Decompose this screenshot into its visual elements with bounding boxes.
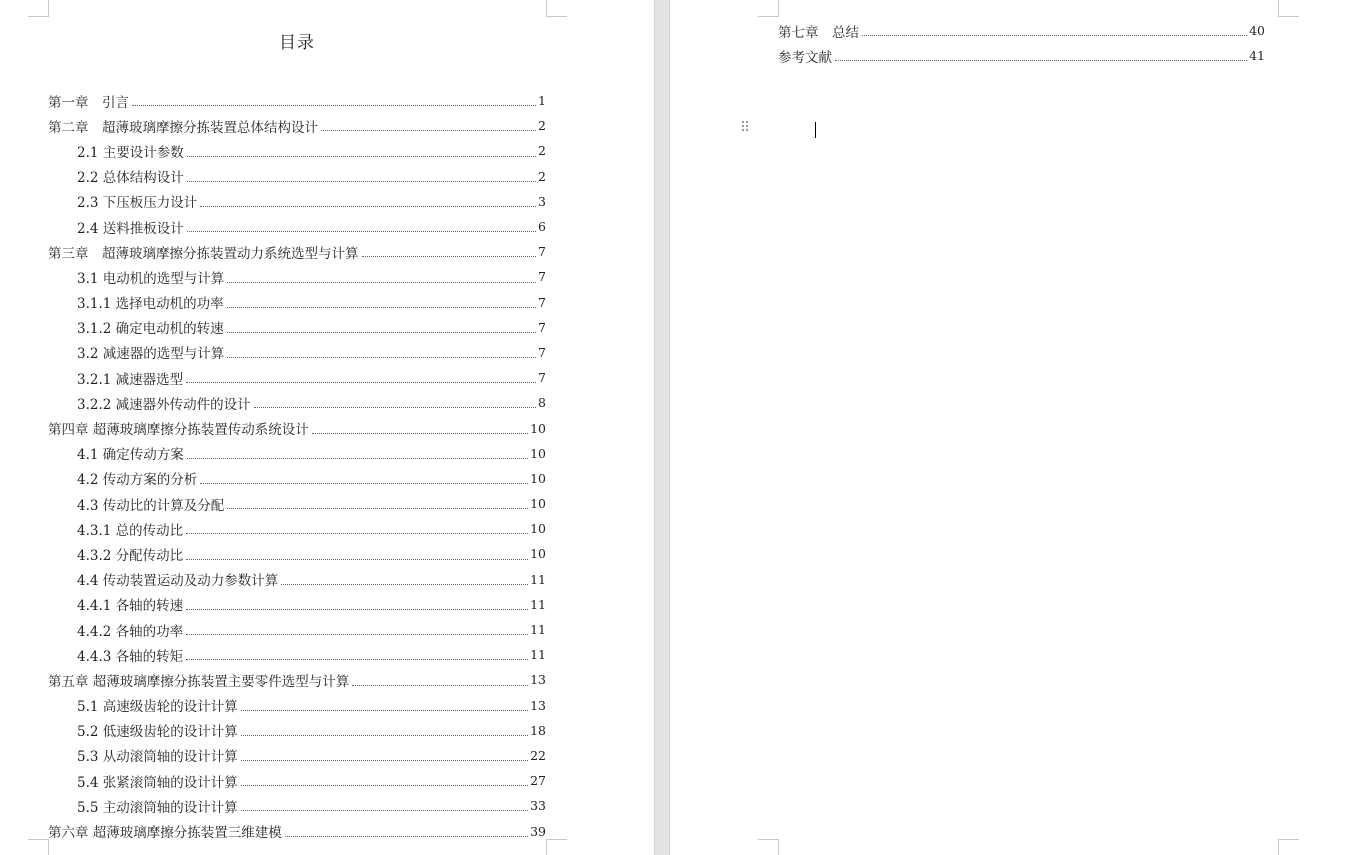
toc-entry-page: 1	[538, 93, 546, 109]
toc-entry[interactable]	[48, 113, 546, 138]
toc-entry[interactable]	[48, 743, 546, 768]
toc-leader-dots	[186, 382, 536, 383]
toc-leader-dots	[285, 836, 528, 837]
toc-entry[interactable]	[48, 541, 546, 566]
toc-entry-page: 10	[530, 445, 546, 461]
toc-leader-dots	[241, 735, 528, 736]
toc-leader-dots	[186, 609, 528, 610]
toc-leader-dots	[132, 105, 536, 106]
drag-handle-icon[interactable]: ⠿	[740, 120, 751, 136]
toc-list	[48, 88, 546, 844]
toc-entry[interactable]	[48, 239, 546, 264]
toc-entry[interactable]	[48, 264, 546, 289]
toc-entry-label: 5.5 主动滚筒轴的设计计算	[77, 799, 238, 816]
toc-entry-page: 11	[530, 571, 546, 587]
toc-entry-label: 4.4.3 各轴的转矩	[77, 648, 184, 665]
toc-entry[interactable]	[48, 441, 546, 466]
toc-leader-dots	[186, 659, 528, 660]
toc-entry-label: 4.3 传动比的计算及分配	[77, 497, 225, 514]
toc-entry[interactable]	[48, 567, 546, 592]
toc-entry-page: 10	[530, 420, 546, 436]
toc-entry-page: 7	[538, 269, 546, 285]
toc-entry-page: 8	[538, 395, 546, 411]
toc-entry[interactable]	[48, 88, 546, 113]
toc-entry-page: 10	[530, 546, 546, 562]
toc-leader-dots	[254, 407, 536, 408]
toc-entry-label: 4.3.1 总的传动比	[77, 522, 184, 539]
toc-leader-dots	[227, 307, 536, 308]
toc-leader-dots	[835, 60, 1247, 61]
toc-leader-dots	[187, 231, 536, 232]
toc-entry[interactable]	[48, 315, 546, 340]
toc-entry-label: 第一章 引言	[48, 94, 129, 111]
page-corner-mark	[546, 0, 567, 17]
toc-entry-label: 2.3 下压板压力设计	[77, 195, 198, 212]
toc-entry-page: 7	[538, 319, 546, 335]
toc-entry-label: 3.1 电动机的选型与计算	[77, 270, 225, 287]
toc-entry-label: 5.4 张紧滚筒轴的设计计算	[77, 774, 238, 791]
toc-entry[interactable]	[48, 491, 546, 516]
page-corner-mark	[28, 0, 49, 17]
toc-entry-page: 7	[538, 370, 546, 386]
toc-leader-dots	[227, 508, 528, 509]
toc-entry-label: 4.3.2 分配传动比	[77, 547, 184, 564]
toc-entry-page: 13	[530, 672, 546, 688]
toc-leader-dots	[227, 332, 536, 333]
toc-leader-dots	[227, 282, 536, 283]
page-corner-mark	[758, 839, 779, 855]
toc-entry-label: 第二章 超薄玻璃摩擦分拣装置总体结构设计	[48, 119, 318, 136]
toc-entry-label: 3.2 减速器的选型与计算	[77, 346, 225, 363]
toc-leader-dots	[321, 130, 536, 131]
toc-entry[interactable]	[48, 818, 546, 843]
toc-leader-dots	[241, 810, 528, 811]
toc-entry[interactable]	[778, 18, 1265, 43]
toc-leader-dots	[187, 458, 528, 459]
toc-entry-page: 10	[530, 470, 546, 486]
page-corner-mark	[1278, 839, 1299, 855]
toc-leader-dots	[862, 35, 1247, 36]
page-corner-mark	[1278, 0, 1299, 17]
toc-entry[interactable]	[48, 793, 546, 818]
toc-entry-label: 第六章 超薄玻璃摩擦分拣装置三维建模	[48, 825, 282, 842]
toc-entry-page: 2	[538, 118, 546, 134]
toc-leader-dots	[241, 785, 528, 786]
toc-entry-label: 5.2 低速级齿轮的设计计算	[77, 724, 238, 741]
toc-leader-dots	[200, 206, 536, 207]
toc-entry-page: 3	[538, 193, 546, 209]
toc-leader-dots	[186, 634, 528, 635]
toc-entry-label: 第七章 总结	[778, 24, 859, 41]
toc-leader-dots	[352, 685, 528, 686]
toc-entry-label: 4.4.2 各轴的功率	[77, 623, 184, 640]
toc-entry-page: 2	[538, 168, 546, 184]
page-corner-mark	[758, 0, 779, 17]
toc-leader-dots	[241, 710, 528, 711]
toc-entry-label: 3.1.1 选择电动机的功率	[77, 296, 224, 313]
toc-entry-page: 10	[530, 496, 546, 512]
toc-entry-label: 4.1 确定传动方案	[77, 447, 184, 464]
page-corner-mark	[546, 839, 567, 855]
toc-leader-dots	[187, 181, 536, 182]
toc-entry[interactable]	[48, 667, 546, 692]
document-page-right[interactable]	[670, 0, 1353, 855]
toc-entry-label: 4.2 传动方案的分析	[77, 472, 198, 489]
toc-leader-dots	[227, 357, 536, 358]
toc-entry-page: 41	[1249, 48, 1265, 64]
page-gap	[654, 0, 670, 855]
toc-entry[interactable]	[48, 693, 546, 718]
toc-title: 目录	[279, 33, 315, 53]
toc-entry-label: 5.1 高速级齿轮的设计计算	[77, 699, 238, 716]
toc-entry-page: 18	[530, 722, 546, 738]
toc-entry-page: 33	[530, 798, 546, 814]
toc-entry-label: 参考文献	[778, 49, 832, 66]
toc-entry-page: 10	[530, 521, 546, 537]
toc-entry[interactable]	[48, 189, 546, 214]
toc-entry-page: 7	[538, 344, 546, 360]
toc-leader-dots	[186, 533, 528, 534]
toc-entry-page: 2	[538, 143, 546, 159]
toc-entry[interactable]	[48, 516, 546, 541]
toc-leader-dots	[241, 760, 528, 761]
text-cursor	[815, 122, 816, 138]
toc-entry-label: 第三章 超薄玻璃摩擦分拣装置动力系统选型与计算	[48, 245, 359, 262]
toc-entry[interactable]	[48, 340, 546, 365]
toc-leader-dots	[187, 156, 536, 157]
toc-entry[interactable]	[48, 164, 546, 189]
toc-entry-label: 2.2 总体结构设计	[77, 170, 184, 187]
toc-entry-label: 5.3 从动滚筒轴的设计计算	[77, 749, 238, 766]
toc-entry-label: 第四章 超薄玻璃摩擦分拣装置传动系统设计	[48, 422, 309, 439]
toc-entry-label: 3.2.1 减速器选型	[77, 371, 184, 388]
toc-entry[interactable]	[48, 617, 546, 642]
toc-entry-page: 7	[538, 294, 546, 310]
toc-entry-label: 2.1 主要设计参数	[77, 144, 184, 161]
toc-leader-dots	[186, 559, 528, 560]
toc-entry-page: 11	[530, 647, 546, 663]
toc-entry-page: 11	[530, 622, 546, 638]
toc-entry[interactable]	[48, 390, 546, 415]
toc-entry-page: 11	[530, 596, 546, 612]
toc-leader-dots	[281, 584, 528, 585]
toc-entry-page: 27	[530, 773, 546, 789]
toc-entry[interactable]	[48, 138, 546, 163]
toc-leader-dots	[312, 433, 528, 434]
toc-entry-page: 6	[538, 219, 546, 235]
toc-entry-page: 22	[530, 747, 546, 763]
toc-entry[interactable]	[48, 365, 546, 390]
toc-entry-label: 3.2.2 减速器外传动件的设计	[77, 396, 251, 413]
toc-leader-dots	[200, 483, 528, 484]
toc-leader-dots	[362, 256, 537, 257]
toc-entry[interactable]	[48, 466, 546, 491]
toc-entry[interactable]	[48, 592, 546, 617]
toc-entry-page: 40	[1249, 23, 1265, 39]
toc-entry[interactable]	[48, 718, 546, 743]
toc-entry[interactable]	[48, 642, 546, 667]
toc-entry-label: 第五章 超薄玻璃摩擦分拣装置主要零件选型与计算	[48, 673, 350, 690]
document-page-left	[0, 0, 654, 855]
toc-entry[interactable]	[48, 214, 546, 239]
toc-entry[interactable]	[48, 290, 546, 315]
toc-entry-label: 4.4.1 各轴的转速	[77, 598, 184, 615]
toc-entry-page: 39	[530, 823, 546, 839]
toc-entry-page: 7	[538, 244, 546, 260]
toc-list-continued	[778, 18, 1265, 68]
toc-entry-label: 4.4 传动装置运动及动力参数计算	[77, 573, 279, 590]
toc-entry-label: 2.4 送料推板设计	[77, 220, 184, 237]
page-corner-mark	[28, 839, 49, 855]
toc-entry-page: 13	[530, 697, 546, 713]
toc-entry-label: 3.1.2 确定电动机的转速	[77, 321, 224, 338]
toc-entry[interactable]	[48, 768, 546, 793]
toc-entry[interactable]	[48, 415, 546, 440]
toc-entry[interactable]	[778, 43, 1265, 68]
